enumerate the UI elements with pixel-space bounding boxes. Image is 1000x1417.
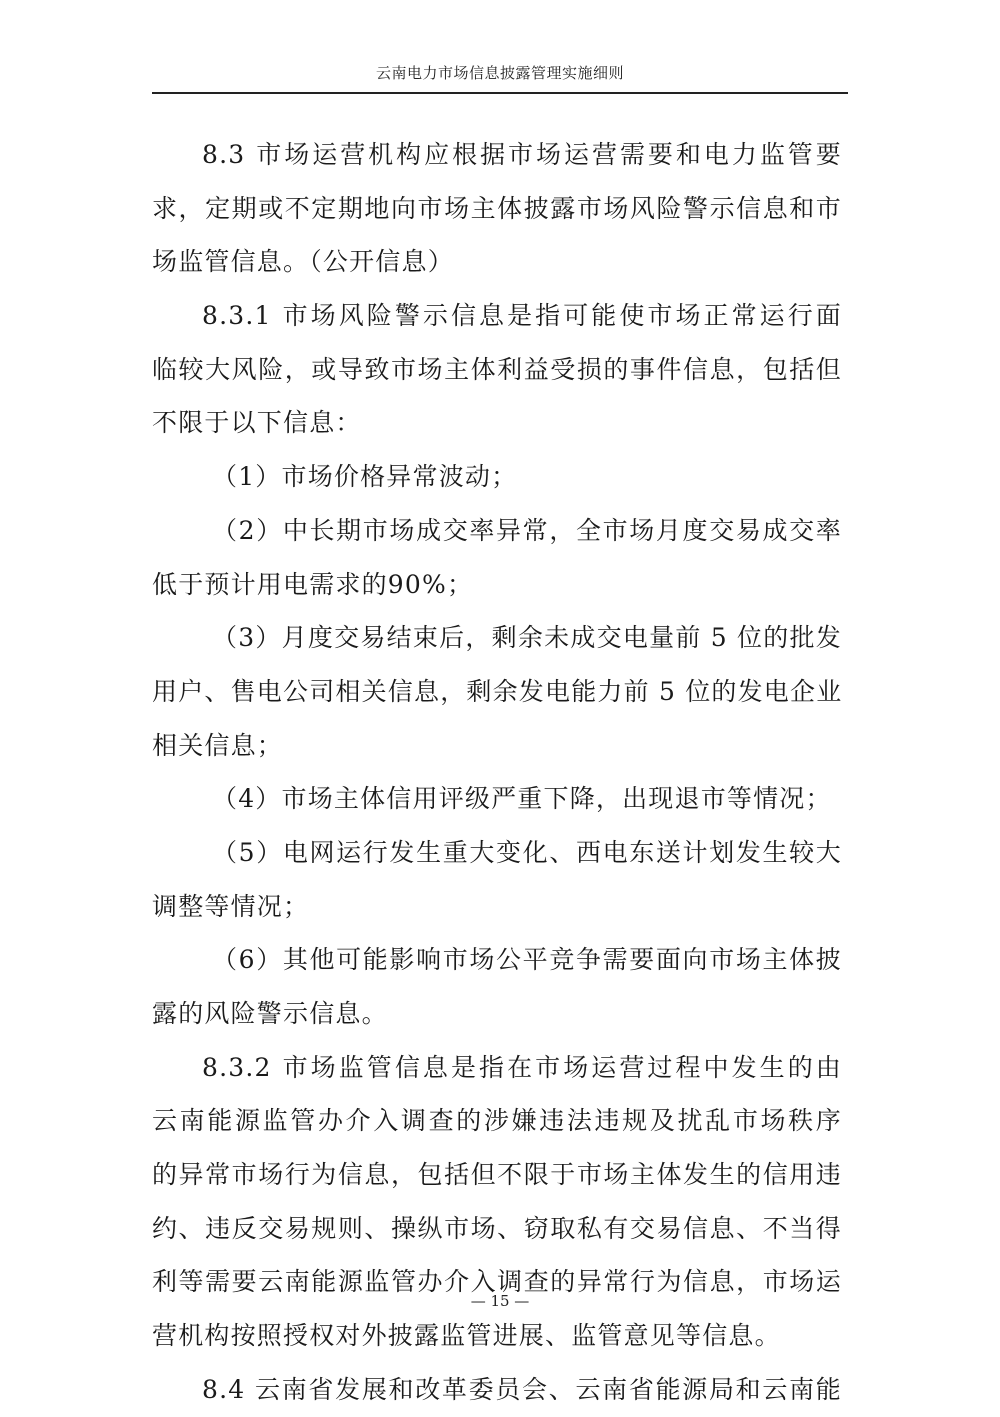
list-item-2 xyxy=(152,504,842,611)
text-line: 8.3.2 市场监管信息是指在市场运营过程中发生的由 xyxy=(202,1052,842,1082)
text-line: 场监管信息。（公开信息） xyxy=(152,247,454,277)
text-line: 调整等情况； xyxy=(152,891,310,921)
text-line: （5）电网运行发生重大变化、西电东送计划发生较大 xyxy=(212,837,842,867)
list-item-3 xyxy=(152,611,842,772)
header-divider xyxy=(152,92,848,94)
text-line: 8.4 云南省发展和改革委员会、云南省能源局和云南能 xyxy=(202,1374,842,1404)
text-line: 求，定期或不定期地向市场主体披露市场风险警示信息和市 xyxy=(152,193,842,223)
paragraph-8-3 xyxy=(152,128,842,289)
text-line: （3）月度交易结束后，剩余未成交电量前 5 位的批发 xyxy=(212,623,842,653)
text-line: 营机构按照授权对外披露监管进展、监管意见等信息。 xyxy=(152,1321,781,1351)
text-line: 的异常市场行为信息，包括但不限于市场主体发生的信用违 xyxy=(152,1160,842,1190)
text-line: 利等需要云南能源监管办介入调查的异常行为信息，市场运 xyxy=(152,1267,842,1297)
text-line: 相关信息； xyxy=(152,730,284,760)
list-item-1 xyxy=(152,450,842,504)
paragraph-8-3-2 xyxy=(152,1041,842,1363)
document-body xyxy=(152,128,842,1417)
text-line: 云南能源监管办介入调查的涉嫌违法违规及扰乱市场秩序 xyxy=(152,1106,842,1136)
list-item-6 xyxy=(152,933,842,1040)
text-line: （6）其他可能影响市场公平竞争需要面向市场主体披 xyxy=(212,945,842,975)
text-line: 8.3 市场运营机构应根据市场运营需要和电力监管要 xyxy=(202,140,842,169)
list-item-5 xyxy=(152,826,842,933)
paragraph-8-3-1 xyxy=(152,289,842,450)
text-line: 用户、售电公司相关信息，剩余发电能力前 5 位的发电企业 xyxy=(152,676,843,706)
text-line: 约、违反交易规则、操纵市场、窃取私有交易信息、不当得 xyxy=(152,1213,842,1243)
paragraph-8-4 xyxy=(152,1363,842,1417)
text-line: （2）中长期市场成交率异常，全市场月度交易成交率 xyxy=(212,515,842,545)
text-line: 8.3.1 市场风险警示信息是指可能使市场正常运行面 xyxy=(202,301,842,331)
page-number: — 15 — xyxy=(470,1292,530,1310)
text-line: （1）市场价格异常波动； xyxy=(212,462,518,492)
text-line: 不限于以下信息： xyxy=(152,408,362,438)
text-line: 低于预计用电需求的90%； xyxy=(152,569,474,599)
text-line: 临较大风险，或导致市场主体利益受损的事件信息，包括但 xyxy=(152,354,842,384)
text-line: （4）市场主体信用评级严重下降，出现退市等情况； xyxy=(212,784,832,814)
text-line: 露的风险警示信息。 xyxy=(152,999,388,1028)
page-header-title: 云南电力市场信息披露管理实施细则 xyxy=(375,64,624,82)
list-item-4 xyxy=(152,772,842,826)
